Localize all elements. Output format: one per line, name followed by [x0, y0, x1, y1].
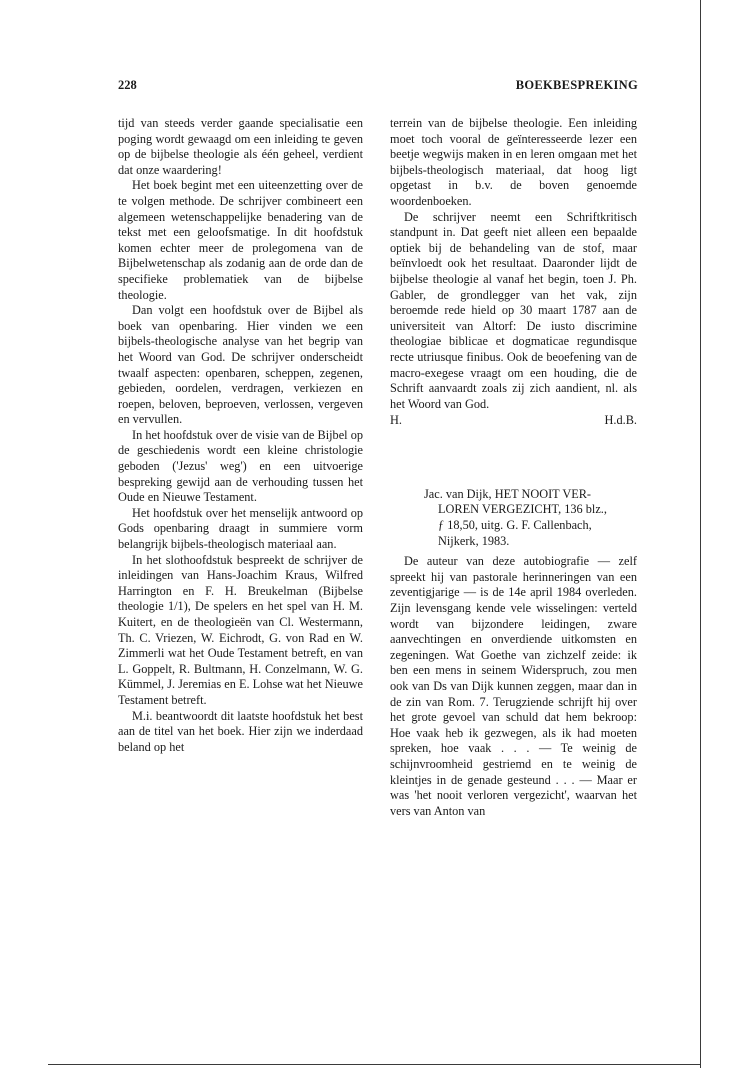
paragraph: In het slothoofdstuk bespreekt de schrijver de inleidingen van Hans-Joachim Kraus, Wilfred Harrington en F. H. Breukelman (Bijbelse theologie 1/1), De spelers en het spel van H. M. Kuitert, en de theologieën van Cl. Westermann, Th. C. Vriezen, W. Eichrodt, G. von Rad en W. Zimmerli wat het Oude Testament betreft, en van L. Goppelt, R. Bultmann, H. Conzelmann, W. G. Kümmel, J. Jeremias en E. Lohse wat het Nieuwe Testament betreft. [118, 552, 363, 707]
page-edge-right [700, 0, 701, 1068]
review-signature [390, 413, 637, 429]
paragraph: Het boek begint met een uiteenzetting over de te volgen methode. De schrijver combineert een algemeen wetenschappelijke benadering van de tekst met een geloofsmatige. In dit hoofdstuk komen echter meer de prolegomena van de Bijbelwetenschap als zodanig aan de orde dan de specifieke problematiek van de bijbelse theologie. [118, 178, 363, 302]
paragraph: terrein van de bijbelse theologie. Een inleiding moet toch vooral de geïnteresseerde lezer een beetje wegwijs maken in en leren omgaan met het bijbels-theologisch materiaal, dat hoog ligt opgetast in b.v. de boven genoemde woordenboeken. [390, 116, 637, 208]
left-column [118, 116, 363, 755]
paragraph: In het hoofdstuk over de visie van de Bijbel op de geschiedenis wordt een kleine christologie geboden ('Jezus' weg') en een uitvoerige bespreking gewijd aan de verhouding tussen het Oude en Nieuwe Testament. [118, 427, 363, 505]
running-head: BOEKBESPREKING [515, 78, 638, 92]
signature-left: H. [390, 413, 402, 428]
page-number: 228 [118, 78, 137, 92]
review-heading [424, 487, 637, 549]
paragraph: Het hoofdstuk over het menselijk antwoord op Gods openbaring draagt in summiere vorm belangrijk bijbels-theologisch materiaal aan. [118, 505, 363, 552]
paragraph: Dan volgt een hoofdstuk over de Bijbel als boek van openbaring. Hier vinden we een bijbels-theologische analyse van het begrip van het Woord van God. De schrijver onderscheidt twaalf aspecten: openbaren, scheppen, zegenen, gebieden, oordelen, verdragen, verkiezen en roepen, beloven, beproeven, verlossen, vergeven en vervullen. [118, 303, 363, 427]
review-heading-line: Jac. van Dijk, HET NOOIT VER- [424, 486, 592, 501]
right-column [390, 116, 637, 819]
page-header [118, 78, 638, 94]
paragraph: tijd van steeds verder gaande specialisatie een poging wordt gewaagd om een inleiding te geven op de bijbelse theologie als één geheel, verdient dat onze waardering! [118, 116, 363, 177]
review-heading-line: ƒ 18,50, uitg. G. F. Callenbach, [438, 518, 592, 533]
paragraph: De auteur van deze autobiografie — zelf spreekt hij van pastorale herinneringen van een zeventigjarige — is de 14e april 1984 overleden. Zijn levensgang kende vele wisselingen: verteld wordt van bijzondere leidingen, zware aanvechtingen en onverdiende uitkomsten en zegeningen. Wat Goethe van zichzelf zeide: ik ben een mens in seinem Widerspruch, zou men ook van Ds van Dijk kunnen zeggen, maar dan in de zin van Rom. 7. Terugziende schrijft hij over het grote gevoel van schuld dat hem bekroop: Hoe vaak heb ik gezwegen, als ik had moeten spreken, hoe vaak . . . — Te weinig de schijnvroomheid gestriemd en te weinig de kleintjes in de genade gesteund . . . — Maar er was 'het nooit verloren vergezicht', waarvan het vers van Anton van [390, 554, 637, 818]
review-heading-line: Nijkerk, 1983. [438, 533, 510, 548]
review-heading-line: LOREN VERGEZICHT, 136 blz., [438, 502, 607, 517]
paragraph: De schrijver neemt een Schriftkritisch standpunt in. Dat geeft niet alleen een bepaalde optiek bij de behandeling van de stof, maar beïnvloedt ook het resultaat. Daaronder lijdt de bijbelse theologie al vanaf het begin, toen J. Ph. Gabler, de grondlegger van het vak, zijn beroemde rede hield op 30 maart 1787 aan de universiteit van Altorf: De iusto discrimine theologiae biblicae et dogmaticae regundisque recte utriusque finibus. Ook de beoefening van de macro-exegese vraagt om een houding, die de Schrift aanvaardt zoals zij zich aandient, nl. als het Woord van God. [390, 209, 637, 411]
page-edge-bottom [48, 1064, 701, 1065]
paragraph: M.i. beantwoordt dit laatste hoofdstuk het best aan de titel van het boek. Hier zijn we inderdaad beland op het [118, 708, 363, 754]
signature-right: H.d.B. [604, 413, 637, 428]
